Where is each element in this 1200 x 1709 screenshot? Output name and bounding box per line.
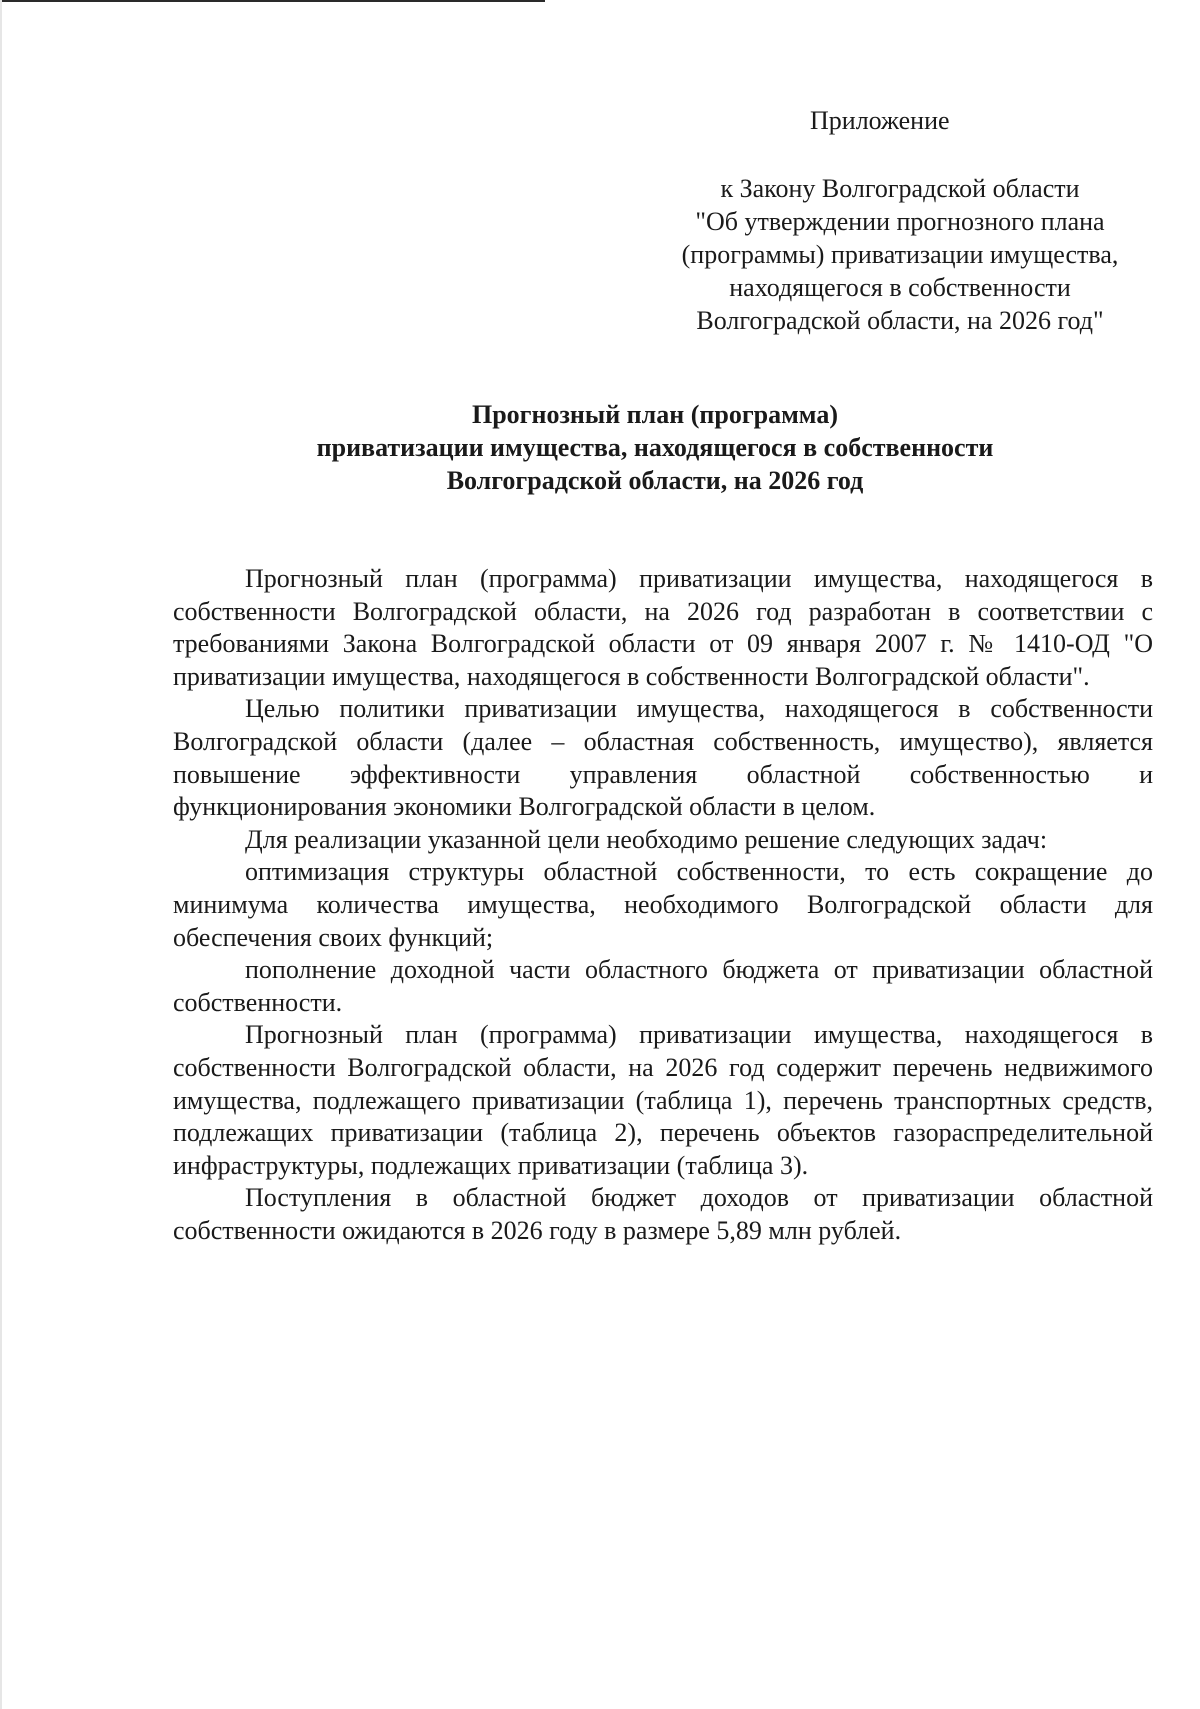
body-paragraph: Прогнозный план (программа) приватизации имущества, находящегося в собственности Волгоградской области, на 2026 год разработан в соответствии с требованиями Закона Волгоградской области от 09 января 2007 г. № 1410-ОД "О приватизации имущества, находящегося в собственности Волгоградской области". [173, 564, 1153, 691]
annex-ref-line: (программы) приватизации имущества, [681, 240, 1119, 269]
document-title [160, 398, 1150, 497]
body-paragraph: Целью политики приватизации имущества, находящегося в собственности Волгоградской области (далее – областная собственность, имущество), является повышение эффективности управления областной собственностью и функционирования экономики Волгоградской области в целом. [173, 694, 1153, 822]
scan-edge-line-top [0, 0, 545, 2]
annex-ref-line: "Об утверждении прогнозного плана [695, 207, 1105, 236]
body-paragraph: оптимизация структуры областной собственности, то есть сокращение до минимума количества имущества, необходимого Волгоградской области для обеспечения своих функций; [173, 857, 1153, 952]
body-paragraph: пополнение доходной части областного бюджета от приватизации областной собственности. [173, 955, 1153, 1017]
body-paragraph: Поступления в областной бюджет доходов от приватизации областной собственности ожидаются в 2026 году в размере 5,89 млн рублей. [173, 1183, 1153, 1245]
document-title-line: Прогнозный план (программа) [472, 400, 838, 429]
scan-edge-shadow-left [0, 0, 2, 1709]
annex-ref-line: к Закону Волгоградской области [720, 174, 1080, 203]
document-title-line: приватизации имущества, находящегося в собственности [316, 433, 994, 462]
body-paragraph: Прогнозный план (программа) приватизации имущества, находящегося в собственности Волгоградской области, на 2026 год содержит перечень недвижимого имущества, подлежащего приватизации (таблица 1), перечень транспортных средств, подлежащих приватизации (таблица 2), перечень объектов газораспределительной инфраструктуры, подлежащих приватизации (таблица 3). [173, 1020, 1153, 1180]
annex-ref-line: Волгоградской области, на 2026 год" [696, 306, 1104, 335]
body-paragraph: Для реализации указанной цели необходимо решение следующих задач: [245, 824, 1048, 854]
annex-label: Приложение [810, 106, 950, 135]
document-body [173, 563, 1153, 1247]
annex-ref-line: находящегося в собственности [729, 273, 1071, 302]
document-title-line: Волгоградской области, на 2026 год [446, 466, 864, 495]
annex-law-reference [640, 172, 1160, 337]
